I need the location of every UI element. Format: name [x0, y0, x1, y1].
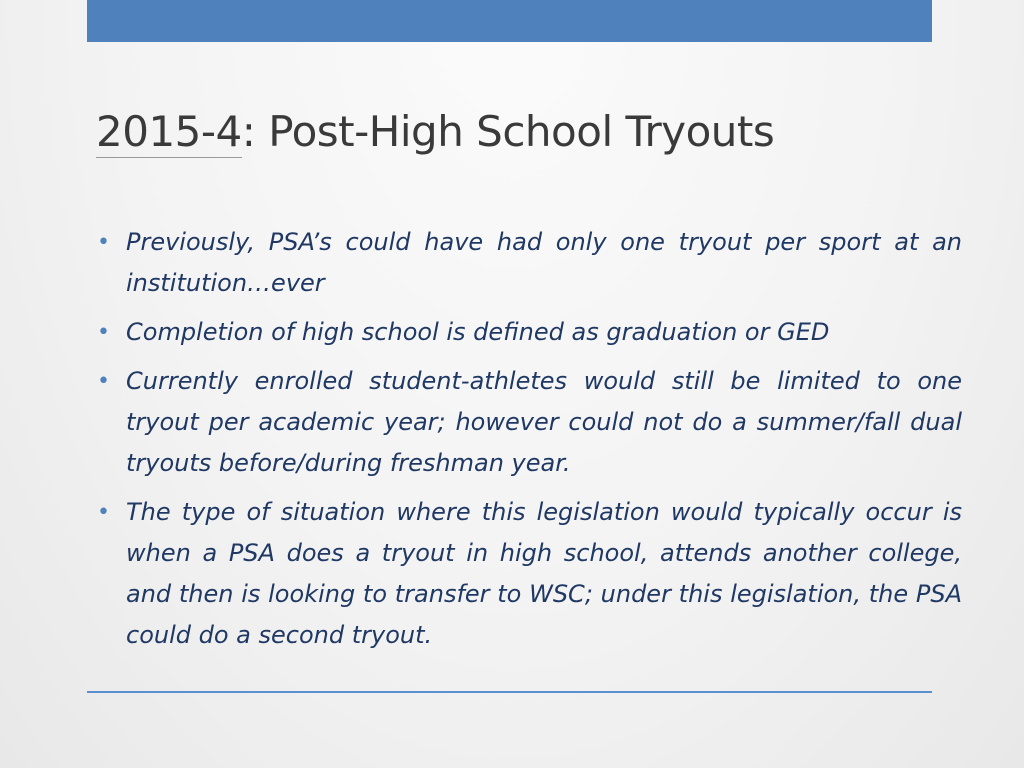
title-text: : Post-High School Tryouts — [241, 107, 775, 156]
bullet-text: Previously, PSA’s could have had only one tryout per sport at an institution…ever — [126, 228, 962, 297]
bullet-dot-icon: • — [97, 230, 110, 255]
title-number: 2015-4 — [96, 107, 242, 156]
bullet-dot-icon: • — [97, 320, 110, 345]
bullet-item — [97, 312, 962, 353]
bullet-item — [97, 361, 962, 484]
bullet-dot-icon: • — [97, 500, 110, 525]
top-accent-bar — [87, 0, 932, 42]
bullet-list — [97, 222, 962, 656]
bullet-text: Completion of high school is defined as graduation or GED — [126, 318, 830, 346]
bullet-item — [97, 492, 962, 656]
slide-title — [96, 102, 774, 162]
bullet-text: The type of situation where this legislation would typically occur is when a PSA does a tryout in high school, attends another college, and then is looking to transfer to WSC; under this legislation, the PSA could do a second tryout. — [126, 498, 962, 649]
bullet-text: Currently enrolled student-athletes would still be limited to one tryout per academic year; however could not do a summer/fall dual tryouts before/during freshman year. — [126, 367, 962, 477]
slide-content — [97, 222, 962, 664]
bullet-dot-icon: • — [97, 369, 110, 394]
bullet-item — [97, 222, 962, 304]
bottom-divider — [87, 691, 932, 693]
